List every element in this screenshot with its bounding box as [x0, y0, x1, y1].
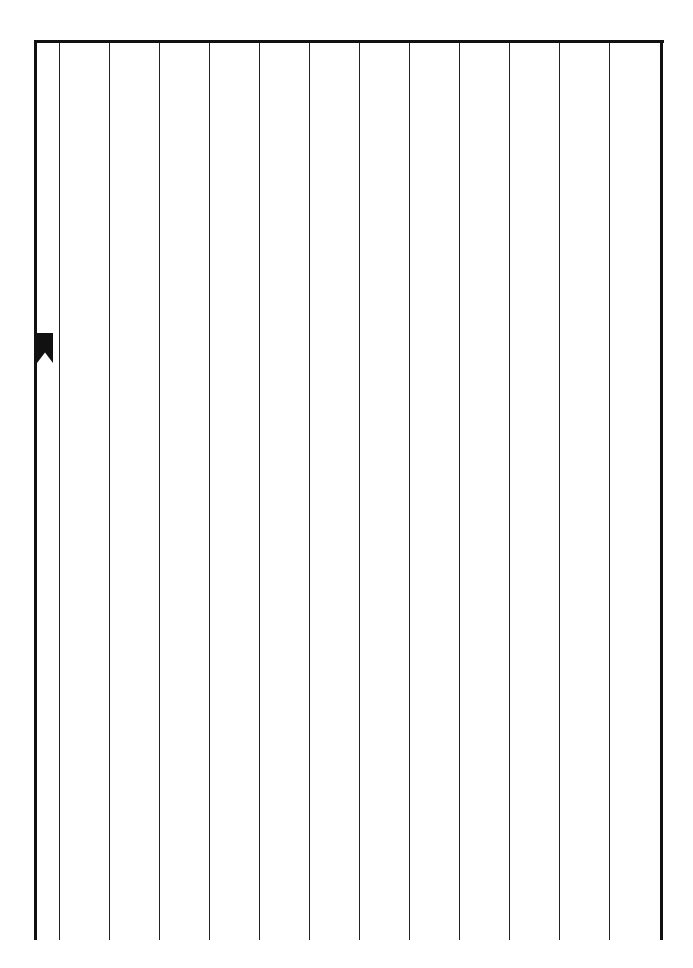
column-rule: [259, 43, 260, 940]
text-column-11: [112, 60, 158, 940]
column-rule: [459, 43, 460, 940]
frame-right-rule: [660, 40, 663, 940]
column-rule: [159, 43, 160, 940]
text-column-6: [362, 60, 408, 940]
column-rule: [309, 43, 310, 940]
column-rule: [409, 43, 410, 940]
column-rule: [609, 43, 610, 940]
column-rule: [509, 43, 510, 940]
text-column-2: [562, 60, 608, 940]
fish-tail-mark: [37, 333, 53, 363]
text-column-5: [412, 60, 458, 940]
margin-strip: [37, 43, 53, 940]
column-rule: [359, 43, 360, 940]
text-column-3: [512, 60, 558, 940]
column-rule: [59, 43, 60, 940]
column-rule: [209, 43, 210, 940]
headword-block: [62, 60, 108, 940]
text-column-8: [262, 60, 308, 940]
text-column-9: [212, 60, 258, 940]
text-column-4: [462, 60, 508, 940]
column-rule: [559, 43, 560, 940]
column-rule: [109, 43, 110, 940]
text-column-10: [162, 60, 208, 940]
frame-top-rule: [34, 40, 664, 43]
text-column-1: [612, 60, 658, 940]
text-column-7: [312, 60, 358, 940]
